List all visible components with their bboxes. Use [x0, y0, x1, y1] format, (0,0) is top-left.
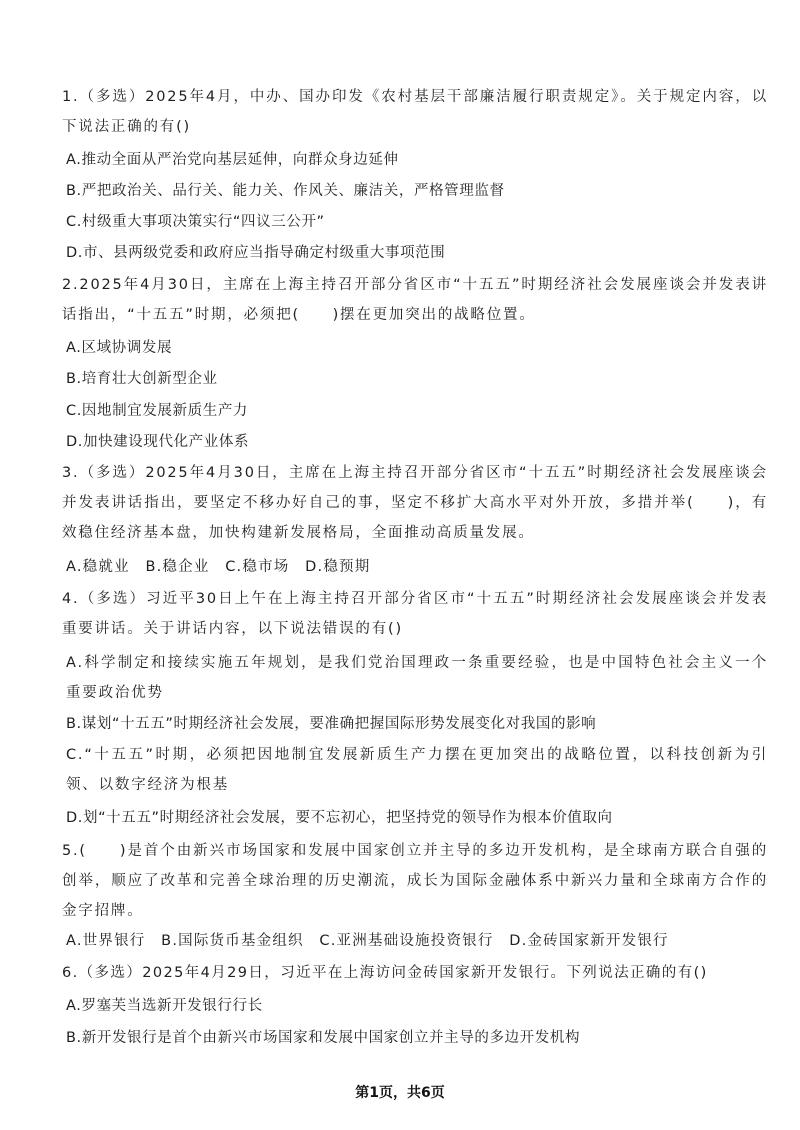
question-4-option-c: C.“十五五”时期，必须把因地制宜发展新质生产力摆在更加突出的战略位置，以科技创新为引领、以数字经济为根基 — [66, 747, 768, 793]
question-4-option-a: A.科学制定和接续实施五年规划，是我们党治国理政一条重要经验，也是中国特色社会主义一个重要政治优势 — [66, 655, 768, 701]
question-4-option-d: D.划“十五五”时期经济社会发展，要不忘初心，把坚持党的领导作为根本价值取向 — [66, 810, 613, 826]
question-3-stem: 3.（多选）2025年4月30日，主席在上海主持召开部分省区市“十五五”时期经济社会发展座谈会并发表讲话指出，要坚定不移办好自己的事，坚定不移扩大高水平对外开放，多措并举( )，有效稳住经济基本盘，加快构建新发展格局，全面推动高质量发展。 — [62, 465, 768, 541]
question-6-option-b: B.新开发银行是首个由新兴市场国家和发展中国家创立并主导的多边开发机构 — [66, 1030, 581, 1046]
question-6-stem: 6.（多选）2025年4月29日，习近平在上海访问金砖国家新开发银行。下列说法正确的有() — [62, 965, 708, 981]
question-4-stem: 4.（多选）习近平30日上午在上海主持召开部分省区市“十五五”时期经济社会发展座谈会并发表重要讲话。关于讲话内容，以下说法错误的有() — [62, 591, 768, 637]
question-1-option-d: D.市、县两级党委和政府应当指导确定村级重大事项范围 — [66, 245, 446, 261]
question-2-option-b: B.培育壮大创新型企业 — [66, 371, 218, 387]
question-2-option-c: C.因地制宜发展新质生产力 — [66, 403, 249, 419]
question-1-option-b: B.严把政治关、品行关、能力关、作风关、廉洁关，严格管理监督 — [66, 183, 505, 199]
question-1-option-c: C.村级重大事项决策实行“四议三公开” — [66, 214, 325, 230]
question-4-option-b: B.谋划“十五五”时期经济社会发展，要准确把握国际形势发展变化对我国的影响 — [66, 716, 597, 732]
question-5-stem: 5.( )是首个由新兴市场国家和发展中国家创立并主导的多边开发机构，是全球南方联合自强的创举，顺应了改革和完善全球治理的历史潮流，成长为国际金融体系中新兴力量和全球南方合作的金字招牌。 — [62, 843, 768, 919]
question-3-options: A.稳就业 B.稳企业 C.稳市场 D.稳预期 — [66, 559, 371, 575]
question-2-option-d: D.加快建设现代化产业体系 — [66, 434, 250, 450]
question-1-option-a: A.推动全面从严治党向基层延伸，向群众身边延伸 — [66, 152, 399, 168]
question-2-option-a: A.区域协调发展 — [66, 340, 173, 356]
question-2-stem: 2.2025年4月30日，主席在上海主持召开部分省区市“十五五”时期经济社会发展座谈会并发表讲话指出，“十五五”时期，必须把( )摆在更加突出的战略位置。 — [62, 277, 768, 323]
question-6-option-a: A.罗塞芙当选新开发银行行长 — [66, 998, 263, 1014]
question-1-stem: 1.（多选）2025年4月，中办、国办印发《农村基层干部廉洁履行职责规定》。关于规定内容，以下说法正确的有() — [62, 89, 768, 135]
page-number-footer: 第1页，共6页 — [355, 1085, 445, 1101]
question-5-options: A.世界银行 B.国际货币基金组织 C.亚洲基础设施投资银行 D.金砖国家新开发银行 — [66, 933, 669, 949]
